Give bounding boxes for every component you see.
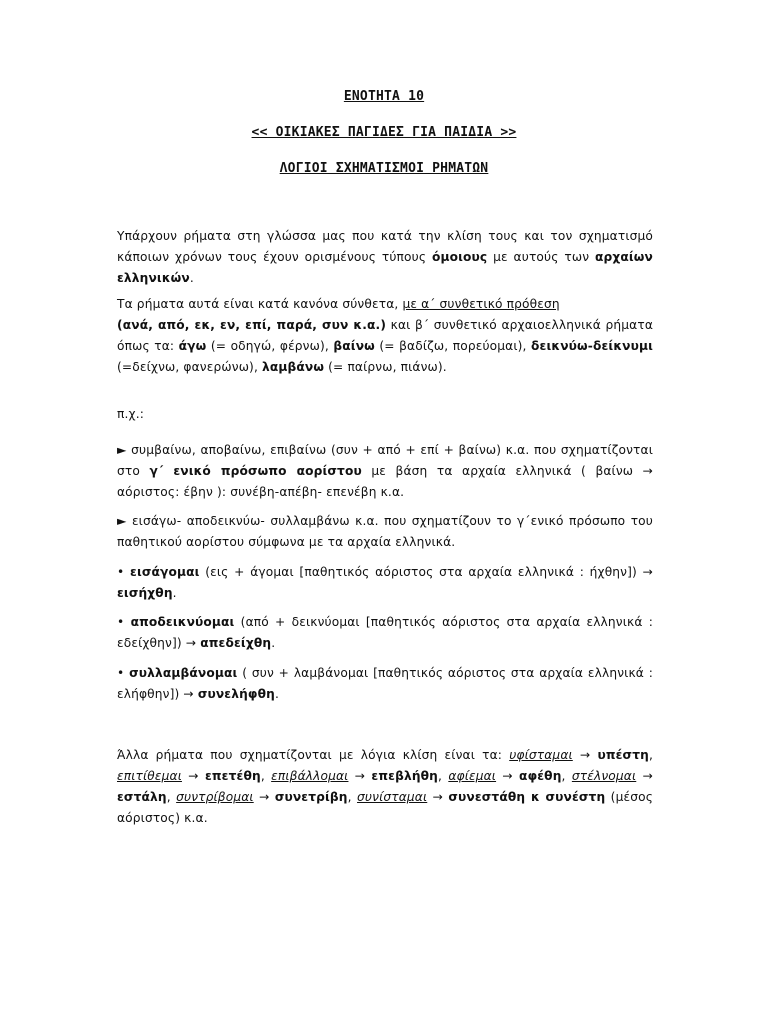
rules-paragraph: Τα ρήματα αυτά είναι κατά κανόνα σύνθετα, με α΄ συνθετικό πρόθεση (ανά, από, εκ, εν, επί, παρά, συν κ.α.) και β΄ συνθετικό αρχαιοελληνικά ρήματα όπως τα: άγω (= οδηγώ, φέρνω), βαίνω (= βαδίζω, πορεύομαι), δεικνύω-δείκνυμι (=δείχνω, φανερώνω), λαμβάνω (= παίρνω, πιάνω).: [117, 297, 654, 374]
example-label: π.χ.:: [117, 407, 144, 421]
document-subtitle: << ΟΙΚΙΑΚΕΣ ΠΑΓΙΔΕΣ ΓΙΑ ΠΑΙΔΙΑ >>: [251, 125, 517, 140]
document-title: ΕΝΟΤΗΤΑ 10: [343, 89, 425, 104]
bullet-item-2: • αποδεικνύομαι (από + δεικνύομαι [παθητικός αόριστος στα αρχαία ελληνικά : εδείχθην]) → απεδείχθη.: [117, 615, 653, 650]
arrow-marker-icon: ►: [117, 443, 127, 457]
bullet-item-1: • εισάγομαι (εις + άγομαι [παθητικός αόριστος στα αρχαία ελληνικά : ήχθην]) → εισήχθη.: [117, 565, 654, 600]
bullet-icon: •: [117, 565, 125, 579]
bullet-icon: •: [117, 615, 125, 629]
bullet-icon: •: [117, 666, 125, 680]
section-title: ΛΟΓΙΟΙ ΣΧΗΜΑΤΙΣΜΟΙ ΡΗΜΑΤΩΝ: [279, 161, 489, 176]
other-verbs-paragraph: Άλλα ρήματα που σχηματίζονται με λόγια κλίση είναι τα: υφίσταμαι → υπέστη, επιτίθεμαι → επετέθη, επιβάλλομαι → επεβλήθη, αφίεμαι → αφέθη, στέλνομαι → εστάλη, συντρίβομαι → συνετρίβη, συνίσταμαι → συνεστάθη κ συνέστη (μέσος αόριστος) κ.α.: [117, 748, 653, 825]
example-paragraph-2: ► εισάγω- αποδεικνύω- συλλαμβάνω κ.α. που σχηματίζουν το γ΄ενικό πρόσωπο του παθητικού αορίστου σύμφωνα με τα αρχαία ελληνικά.: [117, 514, 653, 549]
intro-paragraph: Υπάρχουν ρήματα στη γλώσσα μας που κατά την κλίση τους και τον σχηματισμό κάποιων χρόνων τους έχουν ορισμένους τύπους όμοιους με αυτούς των αρχαίων ελληνικών.: [117, 229, 653, 285]
bullet-item-3: • συλλαμβάνομαι ( συν + λαμβάνομαι [παθητικός αόριστος στα αρχαία ελληνικά : ελήφθην]) → συνελήφθη.: [117, 666, 653, 701]
arrow-marker-icon: ►: [117, 514, 127, 528]
example-paragraph-1: ► συμβαίνω, αποβαίνω, επιβαίνω (συν + από + επί + βαίνω) κ.α. που σχηματίζονται στο γ΄ ενικό πρόσωπο αορίστου με βάση τα αρχαία ελληνικά ( βαίνω → αόριστος: έβην ): συνέβη-απέβη- επενέβη κ.α.: [117, 443, 654, 499]
